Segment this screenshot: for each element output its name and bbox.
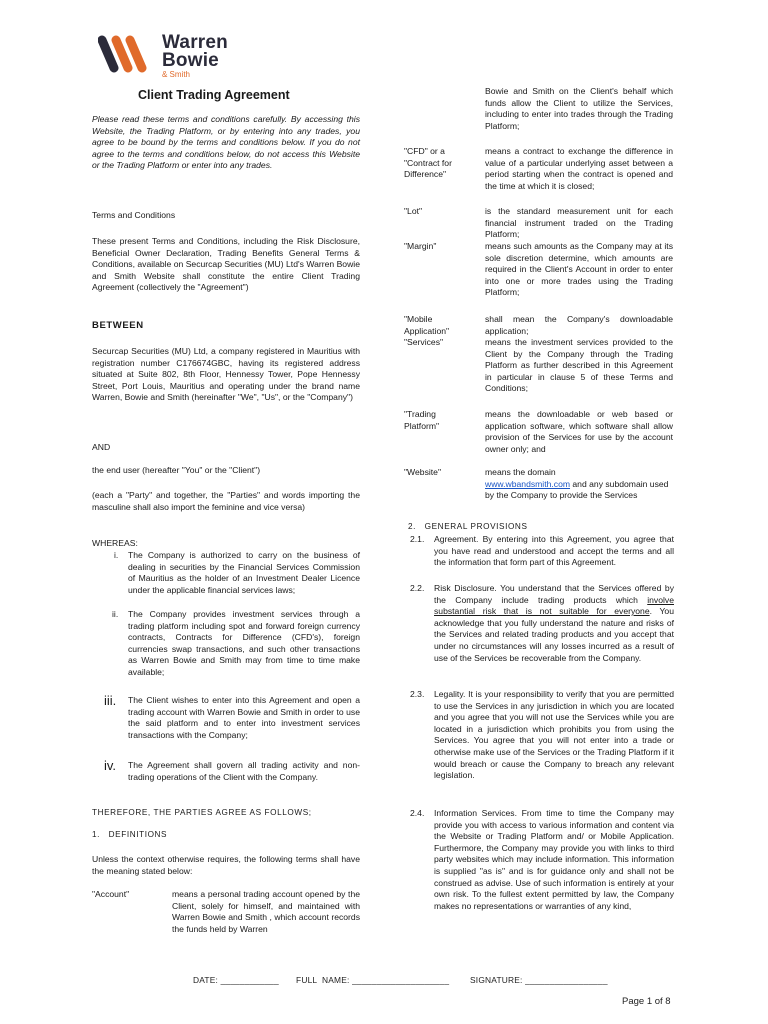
logo-name-line3: & Smith — [162, 70, 191, 79]
company-party-paragraph: Securcap Securities (MU) Ltd, a company registered in Mauritius with registration number C176674GBC, having its registered address situated at Suite 802, 8th Floor, Hennessy Tower, Pope Hennessy Street, Port Louis, Mauritius and operating under the brand name Warren, Bowie and Smith (hereinafter "We", "Us", or the "Company") — [92, 346, 360, 403]
date-field: DATE: ____________ — [193, 975, 279, 985]
terms-heading: Terms and Conditions — [92, 210, 176, 220]
whereas-item: The Client wishes to enter into this Agreement and open a trading account with Warren Bowie and Smith in order to use the said platform and to enter into investment services transactions with the Company; — [128, 695, 360, 740]
between-heading: BETWEEN — [92, 320, 144, 331]
logo-name-line2: Bowie — [162, 50, 219, 71]
whereas-item: The Agreement shall govern all trading activity and non-trading operations of the Client with the Company. — [128, 760, 360, 782]
definition-text: means the investment services provided to the Client by the Company through the Trading Platform as further described in this Agreement in particular in clause 5 of these Terms and Conditions; — [485, 337, 673, 394]
logo-name-line1: Warren — [162, 32, 228, 53]
logo-mark-icon — [98, 34, 162, 74]
definitions-heading: 1. DEFINITIONS — [92, 830, 168, 839]
provision-number: 2.3. — [410, 689, 425, 699]
definition-text: means the downloadable or web based or application software, which software shall allow provision of the Services for use by the account owner only; and — [485, 409, 673, 454]
whereas-number: iv. — [104, 758, 117, 773]
definition-term: "Margin" — [404, 241, 437, 251]
website-def-line1 — [485, 467, 673, 479]
definition-text: means a contract to exchange the difference in value of a particular underlying asset between a period starting when the contract is opened and the time at which it is closed; — [485, 146, 673, 191]
whereas-item: The Company provides investment services through a trading platform including spot and forward foreign currency contracts, Contracts for Difference (CFD's), foreign currencies swap transactions, and such other transactions as Warren Bowie and Smith may from time to time make available; — [128, 609, 360, 677]
client-party-paragraph: the end user (hereafter "You" or the "Client") — [92, 465, 261, 475]
definition-continuation: Bowie and Smith on the Client's behalf which funds allow the Client to utilize the Services, including to enter into trades through the Trading Platform; — [485, 86, 673, 131]
definition-text: is the standard measurement unit for each financial instrument traded on the Trading Platform; — [485, 206, 673, 240]
scope-paragraph: These present Terms and Conditions, including the Risk Disclosure, Beneficial Owner Declaration, Trading Benefits General Terms & Conditions, available on Securcap Securities (MU) Ltd's Warren Bowie and Smith Website shall constitute the entire Client Trading Agreement (collectively the "Agreement") — [92, 236, 360, 293]
whereas-number: i. — [114, 550, 119, 560]
provision-text: Agreement. By entering into this Agreement, you agree that you have read and understood and accept the terms and all the information that form part of this Agreement. — [434, 534, 674, 568]
provision-text-part: . You acknowledge that you fully understand the nature and risks of the Services and related trading products and you accept that under no circumstances will any losses incurred as a result of use of the Services be recoverable from the Company. — [434, 606, 674, 663]
definition-term: "Website" — [404, 467, 441, 477]
website-def-part: means the domain — [485, 467, 556, 477]
whereas-heading: WHEREAS: — [92, 538, 138, 548]
provision-text-part: Risk Disclosure. You understand that the Services offered by the Company include trading products which — [434, 583, 674, 605]
provision-number: 2.2. — [410, 583, 425, 593]
definition-term: "Lot" — [404, 206, 423, 216]
definition-text: means such amounts as the Company may at its sole discretion determine, which amounts are required in the Client's Account in order to enter into one or more trades using the Trading Platform; — [485, 241, 673, 298]
definition-term: "CFD" or a "Contract for Difference" — [404, 146, 452, 180]
definition-term: "Mobile Application" — [404, 314, 450, 336]
whereas-number: ii. — [112, 609, 119, 619]
provision-text: Legality. It is your responsibility to verify that you are permitted to use the Services in any jurisdiction in which you are located and you agree that you will not use the Services while you are located in a jurisdiction which prohibits you from using the Services. You agree that you will not enter into a trade or otherwise make use of the Services or the Trading Platform if it would breach or cause the Company to breach any relevant legislation. — [434, 689, 674, 781]
page-number: Page 1 of 8 — [622, 996, 671, 1007]
provision-number: 2.1. — [410, 534, 425, 544]
and-text: AND — [92, 442, 111, 452]
underlined-risk-text: involve substantial risk that is not suitable for everyone — [434, 594, 674, 617]
provision-text: Information Services. From time to time the Company may provide you with access to various information and content via the Website or Trading Platform and/ or Mobile Application. Furthermore, the Company may provide you with links to third party websites which may include information. This information is supplied "as is" and is for guidance only and shall not be construed as advise. Use of such information is entirely at your own risk. To the fullest extent permitted by law, the Company makes no representations or warranties of any kind, — [434, 808, 674, 911]
definition-term: "Trading Platform" — [404, 409, 440, 431]
provision-number: 2.4. — [410, 808, 425, 818]
intro-paragraph: Please read these terms and conditions carefully. By accessing this Website, the Trading Platform, or by entering into any trades, you agree to be bound by the terms and conditions below. If you do not agree to the terms and conditions below, do not access this Website or the Trading Platform or enter into any trades. — [92, 114, 360, 171]
website-def-line2 — [485, 479, 673, 502]
definition-text: shall mean the Company's downloadable application; — [485, 314, 673, 336]
provision-text — [434, 583, 674, 664]
document-title: Client Trading Agreement — [138, 88, 290, 102]
website-link[interactable]: www.wbandsmith.com — [485, 478, 571, 489]
website-def-rest: and any subdomain used by the Company to provide the Services — [485, 478, 669, 501]
parties-paragraph: (each a "Party" and together, the "Parties" and words importing the masculine shall also import the feminine and vice versa) — [92, 490, 360, 512]
full-name-field: FULL NAME: ____________________ — [296, 975, 450, 985]
therefore-heading: THEREFORE, THE PARTIES AGREE AS FOLLOWS; — [92, 808, 312, 817]
whereas-item: The Company is authorized to carry on the business of dealing in securities by the Financial Services Commission of Mauritius as the holder of an Investment Dealer Licence under the applicable financial services laws; — [128, 550, 360, 595]
definition-term: "Account" — [92, 889, 130, 899]
definition-term: "Services" — [404, 337, 444, 347]
definitions-intro: Unless the context otherwise requires, the following terms shall have the meaning stated below: — [92, 854, 360, 876]
general-provisions-heading: 2. GENERAL PROVISIONS — [408, 522, 528, 531]
definition-text: means a personal trading account opened by the Client, solely for himself, and maintained with Warren Bowie and Smith , which account records the funds held by Warren — [172, 889, 360, 934]
whereas-number: iii. — [104, 693, 117, 708]
definition-text — [485, 467, 673, 502]
company-logo — [98, 30, 248, 78]
signature-field: SIGNATURE: _________________ — [470, 975, 608, 985]
